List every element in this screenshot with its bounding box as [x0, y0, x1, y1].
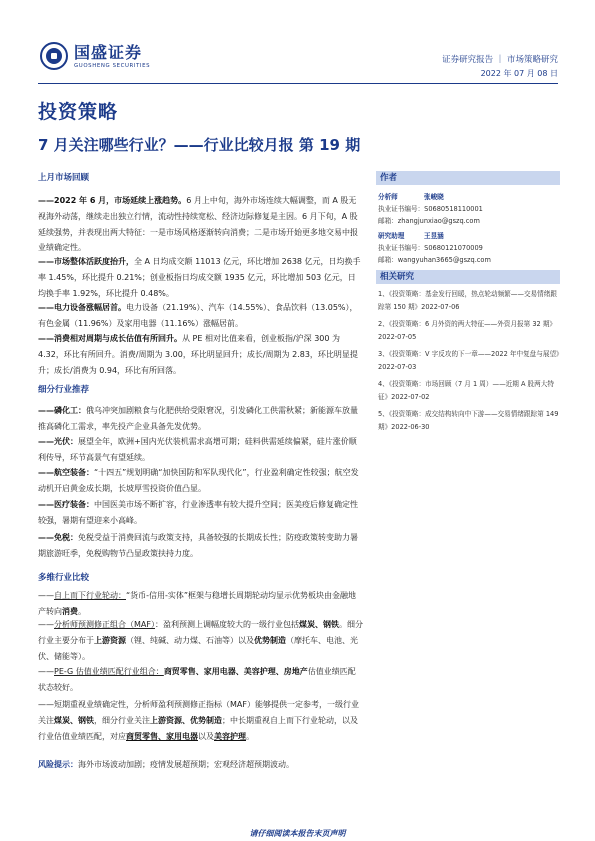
bold-term: 美容护理 — [214, 731, 246, 741]
paragraph-text: 电力设备（21.19%）、汽车（14.55%）、食品饮料（13.05%），有色金属（11.96%）及家用电器（11.16%）涨幅居前。 — [38, 303, 358, 328]
paragraph-text: 中国医美市场不断扩容，行业渗透率有较大提升空间；医美疫后修复确定性较强，暑期有望迎来小高峰。 — [38, 500, 358, 525]
paragraph-text: 展望全年，欧洲+国内光伏装机需求高增可期；硅料供需延续偏紧，硅片涨价顺利传导，环节高景气有望延续。 — [38, 437, 357, 462]
logo-name-cn: 国盛证券 — [74, 42, 143, 62]
authors-heading: 作者 — [376, 171, 560, 185]
paragraph-phosphorus — [38, 403, 363, 435]
paragraph-text: 。细分行业主要分布于 — [38, 620, 363, 645]
dash: —— — [38, 620, 54, 629]
section-sub-industry: 细分行业推荐 — [38, 385, 90, 395]
assistant-email[interactable]: 邮箱：wangyuhan3665@gszq.com — [378, 256, 491, 264]
section-multi-dimension: 多维行业比较 — [38, 573, 90, 583]
logo-mark-icon — [40, 42, 68, 70]
paragraph-text: 全 A 日均成交额 11013 亿元，环比增加 2638 亿元，日均换手率 1.45%，环比提升 0.21%；创业板指日均成交额 1935 亿元，环比增加 503 亿元，日均换手率 1.92%，环比提升 0.48%。 — [38, 257, 361, 298]
assistant-row — [378, 230, 560, 242]
paragraph-lead: ——消费相对周期与成长估值有所回升。 — [38, 334, 182, 343]
paragraph-aviation — [38, 465, 363, 497]
assistant-label: 研究助理 — [378, 232, 405, 240]
paragraph-text: “十四五”规划明确“加快国防和军队现代化”，行业盈利确定性较强；航空发动机开启黄金成长期，长坡厚雪投资价值凸显。 — [38, 468, 359, 493]
paragraph-text: 。 — [246, 731, 254, 741]
paragraph-text: 免税受益于消费回流与政策支持，具备较强的长期成长性；防疫政策转变助力暑期旅游旺季，免税购物节凸显政策扶持力度。 — [38, 533, 358, 558]
page-title: 投资策略 — [38, 101, 119, 123]
underlined-term: 自上而下行业轮动： — [54, 591, 126, 600]
paragraph-medical — [38, 497, 363, 529]
paragraph-text: （摩托车、电池、光伏、储能等）。 — [38, 635, 358, 661]
paragraph-lead: ——磷化工： — [38, 406, 86, 415]
paragraph-peg — [38, 664, 363, 696]
logo-name-en: GUOSHENG SECURITIES — [74, 62, 151, 69]
dash: —— — [38, 667, 54, 676]
bold-term: 上游资源 — [94, 635, 126, 645]
related-list — [376, 284, 560, 434]
bold-term: 商贸零售、家用电器、美容护理、房地产 — [163, 667, 308, 676]
page-header — [0, 0, 595, 78]
analyst-label: 分析师 — [378, 193, 398, 201]
related-heading: 相关研究 — [376, 270, 560, 284]
paragraph-text: ，细分行业关注 — [94, 715, 150, 725]
dash: —— — [38, 591, 54, 600]
sidebar — [376, 171, 560, 434]
header-divider — [38, 83, 558, 84]
paragraph-text: ：盈利预测上调幅度较大的一级行业包括 — [154, 620, 299, 629]
paragraph-text: 俄乌冲突加剧粮食与化肥供给受限窘况，引发磷化工供需秋紧；新能源车放量推高磷化工需求，率先投产企业具备先发优势。 — [38, 406, 358, 431]
paragraph-lead: ——2022 年 6 月，市场延续上涨趋势。 — [38, 196, 187, 205]
paragraph-duty-free — [38, 530, 363, 562]
paragraph-text: ——短期重视业绩确定性，分析师盈利预测修正指标（MAF）能够提供一定参考，一级行业关注 — [38, 700, 359, 725]
bold-term: 消费 — [62, 606, 78, 616]
paragraph-lead: ——航空装备： — [38, 468, 94, 477]
bold-term: 煤炭、钢铁 — [54, 715, 94, 725]
risk-text: 海外市场波动加剧；疫情发展超预期；宏观经济超预期波动。 — [78, 760, 294, 769]
paragraph-lead: ——市场整体活跃度抬升， — [38, 257, 134, 266]
assistant-cert: 执业证书编号：S0680121070009 — [378, 244, 483, 252]
related-item[interactable]: 3、《投资策略：V 字反攻的下一章——2022 年中复盘与展望》2022-07-03 — [378, 350, 560, 371]
underlined-term: 分析师预测修正组合（MAF） — [54, 620, 155, 629]
paragraph-text: 6 月上中旬，海外市场连续大幅调整，而 A 股无视海外动荡，继续走出独立行情，流动性持续宽松、经济边际修复是主因。6 月下旬，A 股延续强势，并表现出两大特征：一是市场风格逐渐转向消费；二是市场开始更多地交易中报业绩确定性。 — [38, 196, 358, 253]
risk-label: 风险提示： — [38, 760, 78, 769]
paragraph-text: 估值业绩匹配状态较好。 — [38, 667, 356, 692]
paragraph-photovoltaic — [38, 434, 363, 466]
paragraph-text: 从 PE 相对比值来看，创业板指/沪深 300 为 4.32，环比有所回升。消费/周期为 3.00，环比明显回升；成长/周期为 2.83，环比明显提升；成长/消费为 0.94，环比有所回落。 — [38, 334, 358, 375]
analyst-email[interactable]: 邮箱：zhangjunxiao@gszq.com — [378, 217, 480, 225]
paragraph-end: 。 — [78, 606, 86, 616]
underlined-term: PE-G 估值业绩匹配行业组合： — [54, 667, 164, 676]
related-item[interactable]: 5、《投资策略：成交结构转向中下游——交易情绪跟踪第 149 期》2022-06-30 — [378, 410, 559, 431]
report-date: 2022 年 07 月 08 日 — [480, 69, 558, 78]
bold-term: 上游资源、优势制造 — [150, 715, 222, 725]
analyst-name: 张峻晓 — [424, 193, 444, 201]
paragraph-text: 以及 — [198, 731, 214, 741]
paragraph-lead: ——免税： — [38, 533, 78, 542]
risk-warning — [38, 757, 363, 773]
assistant-name: 王昱涵 — [424, 232, 444, 240]
paragraph-lead: ——电力设备涨幅居首。 — [38, 303, 126, 312]
paragraph-lead: ——光伏： — [38, 437, 78, 446]
paragraph-text: ；中长期重视自上而下行业轮动，以及行业估值业绩匹配，对应 — [38, 715, 358, 741]
related-item[interactable]: 1、《投资策略：基金发行回暖，热点轮动频繁——交易情绪跟踪第 150 期》2022-07-06 — [378, 290, 557, 311]
paragraph-rotation — [38, 588, 363, 620]
page-subtitle: 7 月关注哪些行业？——行业比较月报 第 19 期 — [38, 136, 361, 154]
paragraph-lead: ——医疗装备： — [38, 500, 94, 509]
related-item[interactable]: 4、《投资策略：市场回顾（7 月 1 周）——近期 A 股两大特征》2022-07-02 — [378, 380, 554, 401]
paragraph-sector-gains — [38, 300, 363, 332]
paragraph-activity — [38, 254, 363, 301]
paragraph-market-trend — [38, 193, 363, 256]
bold-term: 商贸零售、家用电器 — [126, 731, 198, 741]
paragraph-conclusion — [38, 697, 363, 744]
report-type: 证券研究报告 ｜ 市场策略研究 — [442, 55, 558, 65]
paragraph-valuation — [38, 331, 363, 378]
analyst-cert: 执业证书编号：S0680518110001 — [378, 205, 483, 213]
page-footer: 请仔细阅读本报告末页声明 — [249, 829, 346, 838]
bold-term: 煤炭、钢铁 — [298, 620, 339, 629]
related-item[interactable]: 2、《投资策略：6 月外资的两大特征——外资月报第 32 期》2022-07-05 — [378, 320, 557, 341]
company-logo — [40, 42, 150, 70]
paragraph-text: “货币-信用-实体”框架与稳增长周期轮动均显示优势板块由金融地产转向 — [38, 591, 357, 616]
paragraph-maf — [38, 617, 363, 664]
bold-term: 优势制造 — [254, 635, 286, 645]
analyst-row — [378, 191, 560, 203]
section-market-review: 上月市场回顾 — [38, 173, 90, 183]
paragraph-text: （锂、纯碱、动力煤、石油等）以及 — [126, 635, 254, 645]
